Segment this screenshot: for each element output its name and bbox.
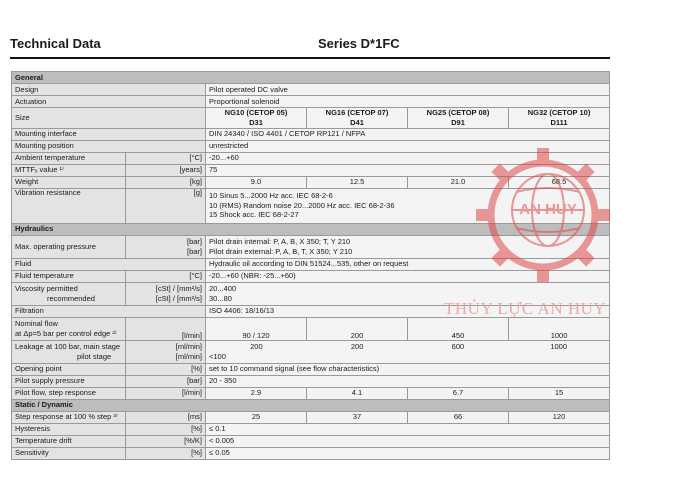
row-value: Pilot operated DC valve	[206, 84, 610, 96]
row-value: 9.0	[206, 176, 307, 188]
leak-value: 200	[350, 341, 364, 351]
row-unit: [bar]	[126, 375, 206, 387]
row-label	[12, 340, 126, 363]
pressure-line: Pilot drain external: P, A, B, T, X 350; Y 210	[209, 246, 353, 256]
label-sub: recommended	[47, 293, 95, 303]
unit-text: [bar]	[186, 236, 202, 246]
row-value	[206, 340, 610, 363]
section-title: General	[12, 72, 610, 84]
pressure-line: Pilot drain internal: P, A, B, X 350; T, Y 210	[209, 236, 351, 246]
leak-value: 200	[250, 341, 263, 351]
leak-value: 600	[451, 341, 465, 351]
row-unit: [g]	[126, 188, 206, 223]
series-title: Series D*1FC	[318, 36, 400, 51]
row-label: Actuation	[12, 96, 206, 108]
unit-text: [ml/min]	[175, 341, 202, 351]
size-code: D91	[451, 117, 465, 127]
section-static-dynamic	[12, 399, 610, 411]
row-value: ISO 4406: 18/16/13	[206, 305, 610, 317]
unit-text: [ml/min]	[175, 351, 202, 361]
table-row	[12, 411, 610, 423]
vibration-line: 10 Sinus 5...2000 Hz acc. IEC 68-2-6	[209, 190, 333, 200]
row-label: Weight	[12, 176, 126, 188]
row-label: Filtration	[12, 305, 206, 317]
row-value: set to 10 command signal (see flow characteristics)	[206, 363, 610, 375]
row-label: Mounting position	[12, 140, 206, 152]
leak-value: 1000	[550, 341, 568, 351]
row-label: Fluid	[12, 258, 206, 270]
label-sub: permitted	[46, 283, 78, 293]
size-cell	[408, 108, 509, 129]
size-name: NG10 (CETOP 05)	[224, 108, 288, 117]
row-label: Hysteresis	[12, 423, 126, 435]
row-label	[12, 317, 126, 340]
row-value: ≤ 0.1	[206, 423, 610, 435]
size-code: D31	[249, 117, 263, 127]
row-value: 90 / 120	[206, 317, 307, 340]
label-sub: pilot stage	[77, 351, 112, 361]
table-row	[12, 340, 610, 363]
vibration-line: 15 Shock acc. IEC 68-2-27	[209, 210, 299, 220]
section-title: Static / Dynamic	[12, 399, 610, 411]
row-value: 12.5	[307, 176, 408, 188]
size-code: D111	[550, 117, 568, 127]
row-label: Vibration resistance	[12, 188, 126, 223]
row-value: 75	[206, 164, 610, 176]
row-unit	[126, 282, 206, 305]
label-text: Viscosity	[15, 283, 45, 293]
row-value: 120	[509, 411, 610, 423]
row-label: Design	[12, 84, 206, 96]
size-name: NG25 (CETOP 08)	[426, 108, 490, 117]
row-label: Fluid temperature	[12, 270, 126, 282]
row-unit	[126, 235, 206, 258]
row-value: 1000	[509, 317, 610, 340]
row-value: 15	[509, 387, 610, 399]
row-unit	[126, 340, 206, 363]
row-label: Size	[12, 108, 206, 129]
row-value: -20...+60	[206, 152, 610, 164]
header-rule	[10, 57, 610, 59]
row-unit: [kg]	[126, 176, 206, 188]
table-row	[12, 96, 610, 108]
leak-pilot-value: <100	[209, 351, 226, 361]
label-text: Leakage at 100 bar,	[15, 341, 82, 351]
row-label	[12, 282, 126, 305]
row-value: 20 - 350	[206, 375, 610, 387]
page-title: Technical Data	[10, 36, 101, 51]
row-unit: [l/min]	[126, 387, 206, 399]
table-row	[12, 317, 610, 340]
row-value: unrestricted	[206, 140, 610, 152]
row-value: Hydraulic oil according to DIN 51524...535, other on request	[206, 258, 610, 270]
row-label: Opening point	[12, 363, 126, 375]
row-unit: [%/K]	[126, 435, 206, 447]
table-row	[12, 423, 610, 435]
size-cell	[509, 108, 610, 129]
size-name: NG32 (CETOP 10)	[527, 108, 591, 117]
row-value: 450	[408, 317, 509, 340]
watermark-logo	[468, 140, 618, 290]
vibration-line: 10 (RMS) Random noise 20...2000 Hz acc. IEC 68-2-36	[209, 200, 395, 210]
row-value: 37	[307, 411, 408, 423]
table-row	[12, 84, 610, 96]
row-label: Ambient temperature	[12, 152, 126, 164]
row-label: Max. operating pressure	[12, 235, 126, 258]
label-text: at Δp=5 bar per control edge ²⁾	[15, 328, 117, 338]
page-header	[10, 36, 610, 56]
section-general	[12, 72, 610, 84]
row-unit: [%]	[126, 363, 206, 375]
row-value: 4.1	[307, 387, 408, 399]
row-unit: [%]	[126, 423, 206, 435]
table-row	[12, 363, 610, 375]
viscosity-value: 20...400	[209, 283, 237, 293]
label-text: Nominal flow	[15, 318, 58, 328]
row-value: ≤ 0.05	[206, 447, 610, 459]
row-value: DIN 24340 / ISO 4401 / CETOP RP121 / NFPA	[206, 128, 610, 140]
row-unit: [°C]	[126, 152, 206, 164]
viscosity-value: 30...80	[209, 293, 232, 303]
size-name: NG16 (CETOP 07)	[325, 108, 389, 117]
size-code: D41	[350, 117, 364, 127]
row-label: Pilot supply pressure	[12, 375, 126, 387]
label-sub: main stage	[83, 341, 121, 351]
row-label: MTTFₓ value ¹⁾	[12, 164, 126, 176]
table-row	[12, 128, 610, 140]
row-label: Temperature drift	[12, 435, 126, 447]
row-value: < 0.005	[206, 435, 610, 447]
watermark-logo-text: AN HUY	[519, 201, 577, 218]
row-value: Proportional solenoid	[206, 96, 610, 108]
row-value: 200	[307, 317, 408, 340]
row-value: 6.7	[408, 387, 509, 399]
row-label: Mounting interface	[12, 128, 206, 140]
unit-text: [cSt] / [mm²/s]	[155, 283, 202, 293]
row-value: 68.5	[509, 176, 610, 188]
table-row	[12, 375, 610, 387]
table-row	[12, 387, 610, 399]
row-value: -20...+60 (NBR: -25...+60)	[206, 270, 610, 282]
table-row	[12, 108, 610, 129]
row-label: Sensitivity	[12, 447, 126, 459]
row-value: 25	[206, 411, 307, 423]
table-row	[12, 447, 610, 459]
size-cell	[307, 108, 408, 129]
row-unit: [°C]	[126, 270, 206, 282]
row-value: 66	[408, 411, 509, 423]
leakage-main-values	[206, 342, 609, 352]
row-unit: [years]	[126, 164, 206, 176]
size-cell	[206, 108, 307, 129]
row-unit: [l/min]	[126, 317, 206, 340]
row-unit: [%]	[126, 447, 206, 459]
row-label: Step response at 100 % step ³⁾	[12, 411, 126, 423]
unit-text: [cSt] / [mm²/s]	[155, 293, 202, 303]
section-title: Hydraulics	[12, 223, 610, 235]
row-value: 2.9	[206, 387, 307, 399]
table-row	[12, 435, 610, 447]
watermark-caption: THỦY LỰC AN HUY	[444, 299, 607, 318]
unit-text: [bar]	[186, 246, 202, 256]
row-label: Pilot flow, step response	[12, 387, 126, 399]
row-value: 21.0	[408, 176, 509, 188]
row-unit: [ms]	[126, 411, 206, 423]
